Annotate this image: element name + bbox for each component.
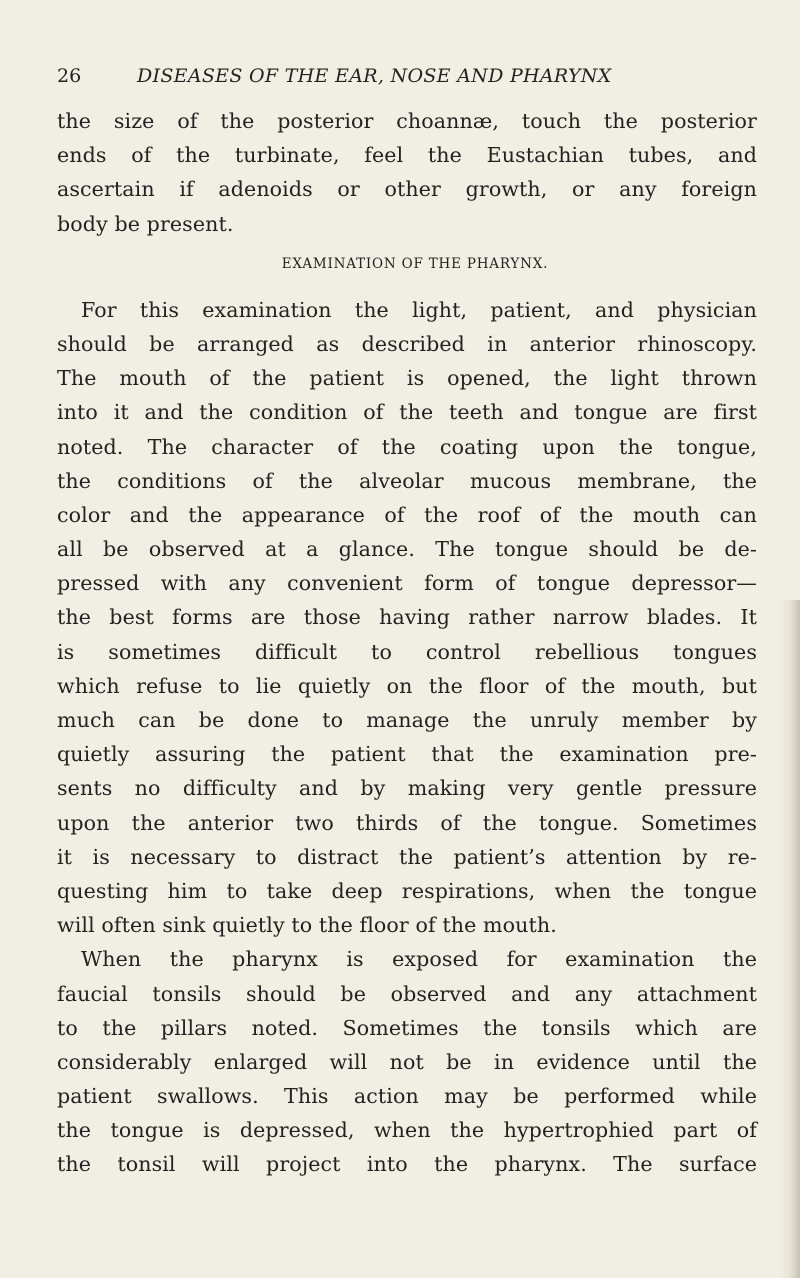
text-line: ends of the turbinate, feel the Eustachian tubes, and (57, 143, 757, 168)
text-line: into it and the condition of the teeth and tongue are first (57, 400, 757, 425)
text-line: should be arranged as described in anterior rhinoscopy. (57, 331, 757, 356)
text-line: which refuse to lie quietly on the floor of the mouth, but (57, 673, 757, 698)
running-head (57, 62, 757, 90)
text-line: it is necessary to distract the patient’s attention by re- (57, 844, 757, 869)
text-line: questing him to take deep respirations, when the tongue (57, 878, 757, 903)
text-line: the tonsil will project into the pharynx. The surface (57, 1152, 757, 1177)
text-line: body be present. (57, 211, 234, 236)
text-line: much can be done to manage the unruly member by (57, 708, 757, 732)
text-line: the best forms are those having rather narrow blades. It (57, 605, 757, 630)
body-text (57, 104, 757, 1182)
text-line: all be observed at a glance. The tongue should be de- (57, 537, 757, 562)
text-line: pressed with any convenient form of tongue depressor— (57, 571, 757, 596)
text-line: quietly assuring the patient that the examination pre- (57, 742, 757, 767)
section-heading: EXAMINATION OF THE PHARYNX. (281, 255, 549, 272)
paragraph-3 (57, 942, 757, 1181)
running-title: DISEASES OF THE EAR, NOSE AND PHARYNX (137, 65, 612, 87)
text-line: noted. The character of the coating upon the tongue, (57, 434, 757, 459)
text-line: ascertain if adenoids or other growth, or any foreign (57, 177, 757, 202)
text-line: For this examination the light, patient, and physician (81, 297, 757, 322)
text-line: considerably enlarged will not be in evidence until the (57, 1049, 757, 1074)
text-line: When the pharynx is exposed for examination the (81, 947, 757, 972)
text-line: the tongue is depressed, when the hypertrophied part of (57, 1118, 757, 1143)
text-line: sents no difficulty and by making very gentle pressure (57, 776, 757, 801)
text-line: faucial tonsils should be observed and any attachment (57, 981, 757, 1006)
text-line: is sometimes difficult to control rebellious tongues (57, 639, 757, 664)
paragraph-2 (57, 293, 757, 943)
text-line: to the pillars noted. Sometimes the tonsils which are (57, 1015, 757, 1040)
paragraph-1 (57, 104, 757, 241)
page-number: 26 (57, 65, 82, 87)
text-line: The mouth of the patient is opened, the light thrown (57, 366, 757, 391)
text-line: the conditions of the alveolar mucous membrane, the (57, 468, 757, 493)
page-edge-shadow (778, 600, 800, 1278)
text-line: will often sink quietly to the floor of the mouth. (57, 913, 557, 938)
text-line: color and the appearance of the roof of the mouth can (57, 502, 757, 527)
text-line: upon the anterior two thirds of the tongue. Sometimes (57, 810, 757, 835)
text-line: the size of the posterior choannæ, touch the posterior (57, 109, 757, 133)
text-line: patient swallows. This action may be performed while (57, 1084, 757, 1109)
